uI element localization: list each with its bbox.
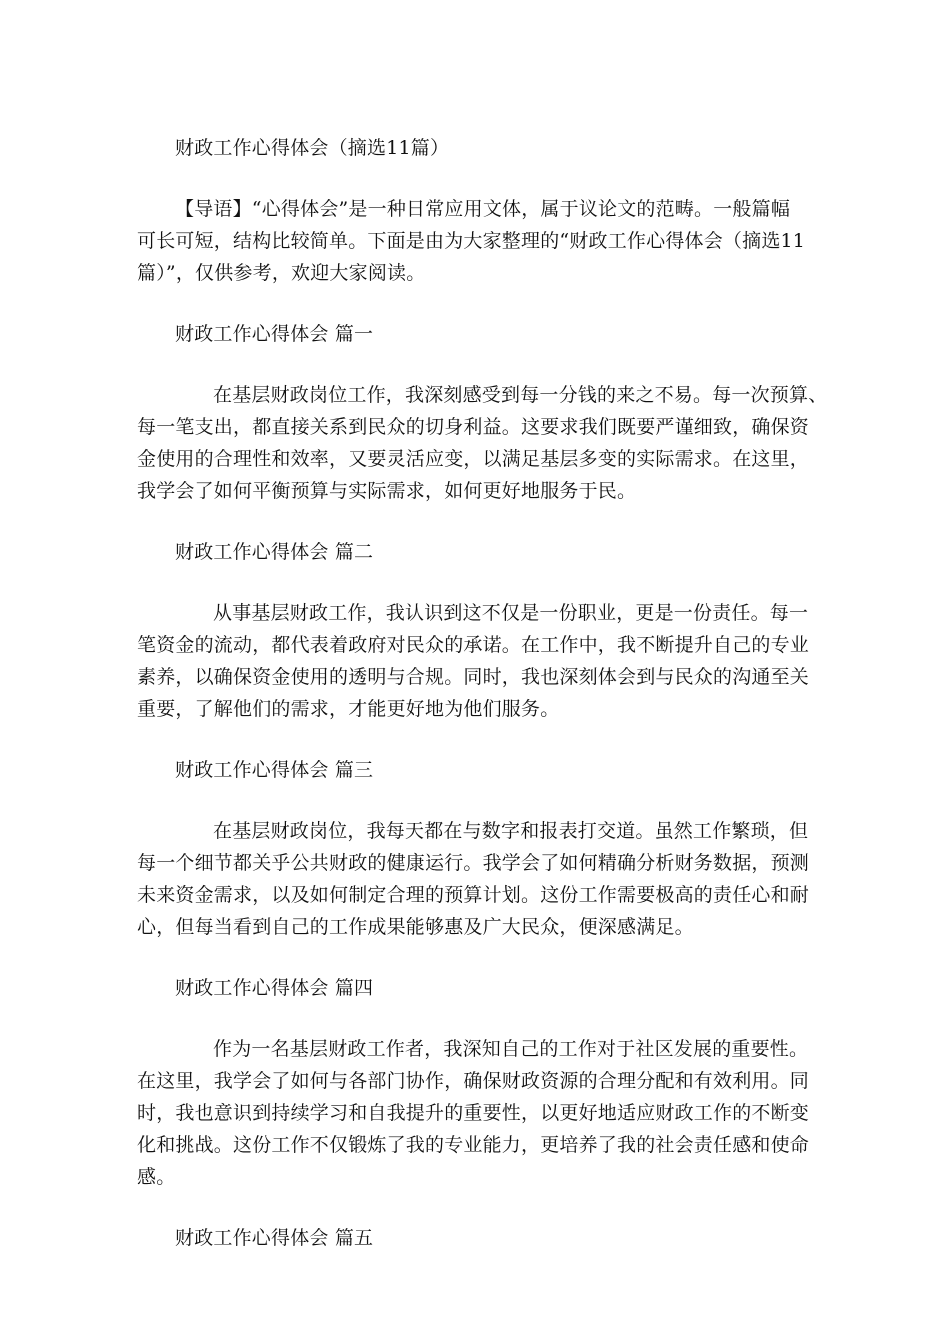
paragraph-line: 在基层财政岗位，我每天都在与数字和报表打交道。虽然工作繁琐，但 <box>213 820 809 842</box>
paragraph-line: 未来资金需求，以及如何制定合理的预算计划。这份工作需要极高的责任心和耐 <box>137 884 810 906</box>
paragraph-line: 作为一名基层财政工作者，我深知自己的工作对于社区发展的重要性。 <box>213 1038 809 1060</box>
section-paragraph <box>137 1033 812 1193</box>
section-paragraph <box>137 379 828 507</box>
paragraph-line: 重要，了解他们的需求，才能更好地为他们服务。 <box>137 698 560 720</box>
paragraph-line: 时，我也意识到持续学习和自我提升的重要性，以更好地适应财政工作的不断变 <box>137 1102 810 1124</box>
document-title: 财政工作心得体会（摘选11篇） <box>175 137 450 159</box>
paragraph-line: 心，但每当看到自己的工作成果能够惠及广大民众，便深感满足。 <box>137 916 694 938</box>
paragraph-line: 从事基层财政工作，我认识到这不仅是一份职业，更是一份责任。每一 <box>213 602 809 624</box>
intro-line: 可长可短，结构比较简单。下面是由为大家整理的“财政工作心得体会（摘选11 <box>137 230 806 252</box>
paragraph-line: 在这里，我学会了如何与各部门协作，确保财政资源的合理分配和有效利用。同 <box>137 1070 810 1092</box>
section-heading: 财政工作心得体会 篇二 <box>175 541 374 563</box>
paragraph-line: 笔资金的流动，都代表着政府对民众的承诺。在工作中，我不断提升自己的专业 <box>137 634 810 656</box>
section-heading: 财政工作心得体会 篇四 <box>175 977 374 999</box>
intro-paragraph <box>137 193 812 289</box>
paragraph-line: 在基层财政岗位工作，我深刻感受到每一分钱的来之不易。每一次预算、 <box>213 384 828 406</box>
paragraph-line: 化和挑战。这份工作不仅锻炼了我的专业能力，更培养了我的社会责任感和使命 <box>137 1134 810 1156</box>
section-heading: 财政工作心得体会 篇五 <box>175 1227 374 1249</box>
paragraph-line: 金使用的合理性和效率，又要灵活应变，以满足基层多变的实际需求。在这里， <box>137 448 810 470</box>
section-paragraph <box>137 597 812 725</box>
paragraph-line: 每一个细节都关乎公共财政的健康运行。我学会了如何精确分析财务数据，预测 <box>137 852 810 874</box>
intro-line: 【导语】“心得体会”是一种日常应用文体，属于议论文的范畴。一般篇幅 <box>175 198 791 220</box>
section-heading: 财政工作心得体会 篇一 <box>175 323 374 345</box>
intro-line: 篇）”，仅供参考，欢迎大家阅读。 <box>137 262 426 284</box>
paragraph-line: 感。 <box>137 1166 176 1188</box>
paragraph-line: 每一笔支出，都直接关系到民众的切身利益。这要求我们既要严谨细致，确保资 <box>137 416 810 438</box>
document-body <box>137 132 828 1254</box>
section-paragraph <box>137 815 812 943</box>
section-heading: 财政工作心得体会 篇三 <box>175 759 374 781</box>
paragraph-line: 我学会了如何平衡预算与实际需求，如何更好地服务于民。 <box>137 480 637 502</box>
paragraph-line: 素养，以确保资金使用的透明与合规。同时，我也深刻体会到与民众的沟通至关 <box>137 666 810 688</box>
